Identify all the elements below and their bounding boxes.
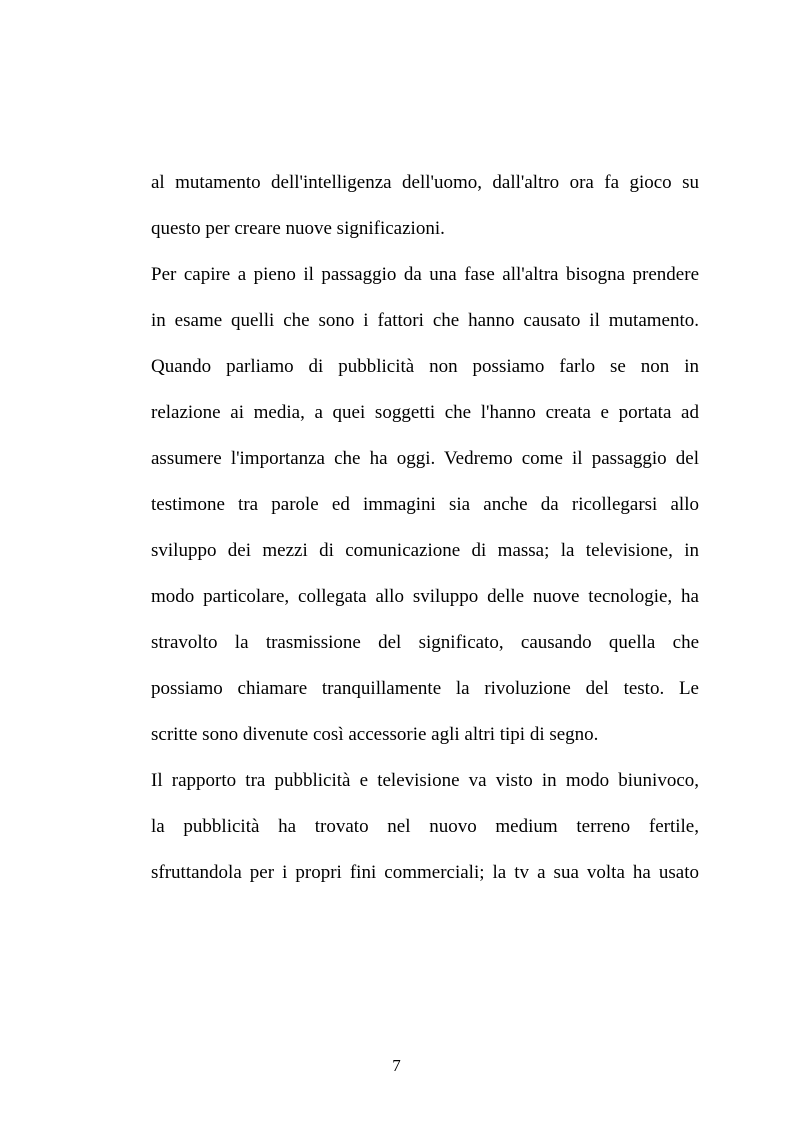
- text-line: Per capire a pieno il passaggio da una fase all'altra bisogna prendere: [151, 264, 699, 285]
- text-line: scritte sono divenute così accessorie agli altri tipi di segno.: [151, 724, 599, 745]
- text-line: Il rapporto tra pubblicità e televisione va visto in modo biunivoco,: [151, 770, 699, 791]
- text-line: in esame quelli che sono i fattori che hanno causato il mutamento.: [151, 310, 699, 331]
- text-line: modo particolare, collegata allo sviluppo delle nuove tecnologie, ha: [151, 586, 699, 607]
- text-line: questo per creare nuove significazioni.: [151, 218, 445, 239]
- text-line: Quando parliamo di pubblicità non possiamo farlo se non in: [151, 356, 699, 377]
- page-number: 7: [392, 1056, 401, 1075]
- text-line: sfruttandola per i propri fini commerciali; la tv a sua volta ha usato: [151, 862, 699, 883]
- text-line: al mutamento dell'intelligenza dell'uomo, dall'altro ora fa gioco su: [151, 172, 699, 193]
- text-line: stravolto la trasmissione del significato, causando quella che: [151, 632, 699, 653]
- text-line: sviluppo dei mezzi di comunicazione di massa; la televisione, in: [151, 540, 699, 561]
- text-line: la pubblicità ha trovato nel nuovo medium terreno fertile,: [151, 816, 699, 837]
- text-line: assumere l'importanza che ha oggi. Vedremo come il passaggio del: [151, 448, 699, 469]
- text-line: possiamo chiamare tranquillamente la rivoluzione del testo. Le: [151, 678, 699, 699]
- text-line: testimone tra parole ed immagini sia anche da ricollegarsi allo: [151, 494, 699, 515]
- text-line: relazione ai media, a quei soggetti che l'hanno creata e portata ad: [151, 402, 699, 423]
